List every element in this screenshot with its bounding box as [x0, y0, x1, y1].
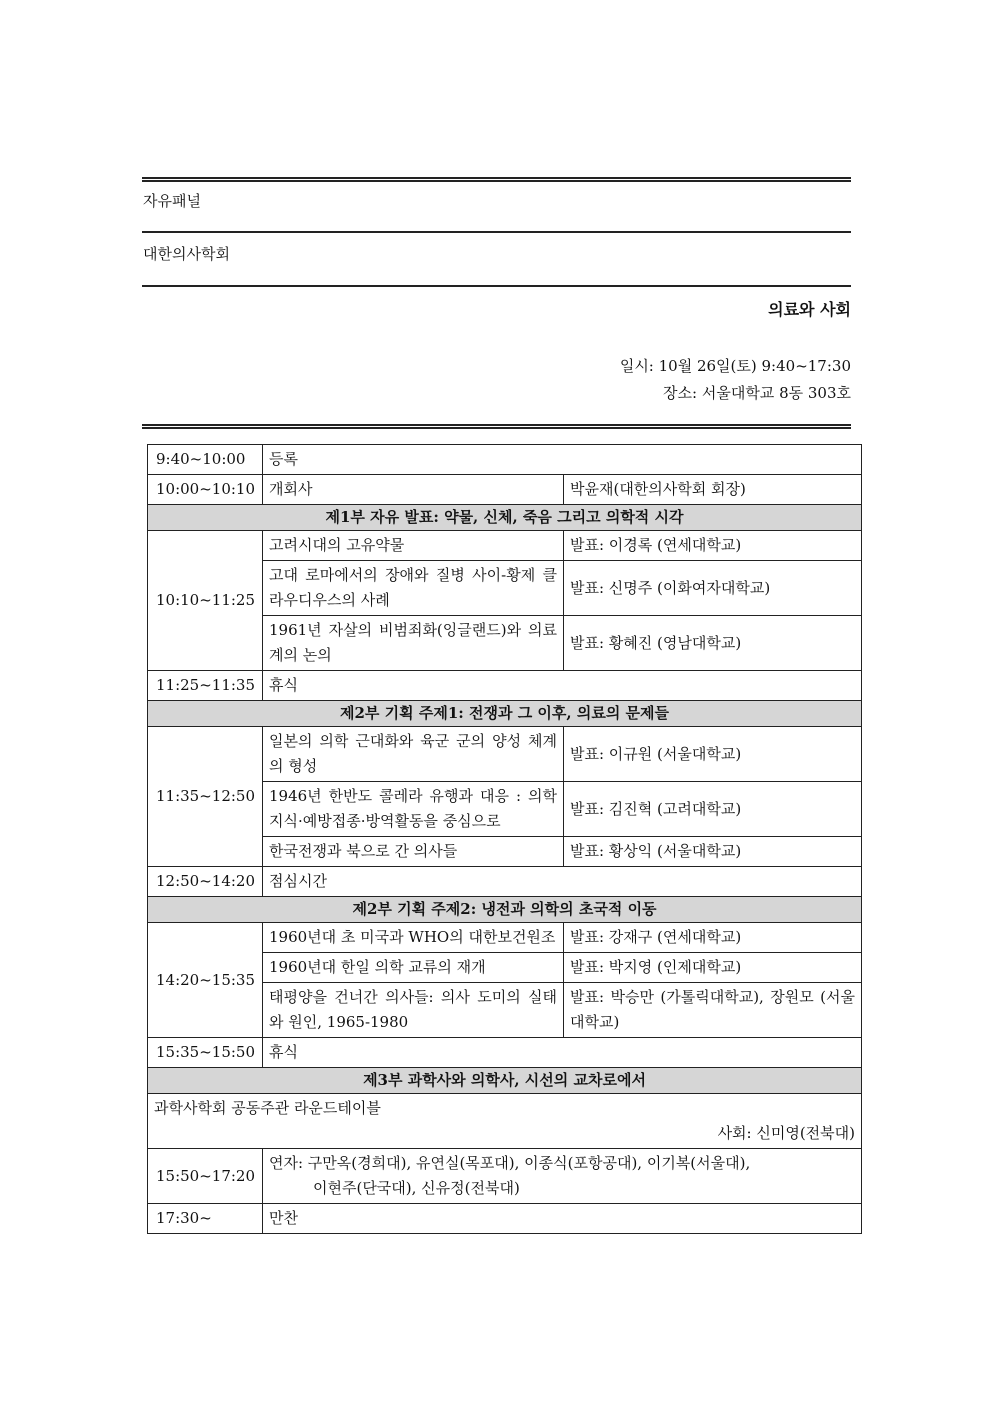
talk-title: 1961년 자살의 비범죄화(잉글랜드)와 의료계의 논의	[263, 616, 564, 671]
presenter-cell: 발표: 박지영 (인제대학교)	[564, 953, 862, 983]
talk-title: 1960년대 한일 의학 교류의 재개	[263, 953, 564, 983]
program-table	[147, 444, 862, 1234]
section-title: 제3부 과학사와 의학사, 시선의 교차로에서	[148, 1068, 862, 1094]
table-row	[148, 727, 862, 782]
section-header-row	[148, 1068, 862, 1094]
time-cell: 10:00~10:10	[148, 475, 263, 505]
event-cell: 개회사	[263, 475, 564, 505]
talk-title: 고대 로마에서의 장애와 질병 사이-황제 클라우디우스의 사례	[263, 561, 564, 616]
panelists-cell	[263, 1149, 862, 1204]
presenter-cell: 발표: 신명주 (이화여자대학교)	[564, 561, 862, 616]
table-row	[148, 1038, 862, 1068]
event-cell: 휴식	[263, 1038, 862, 1068]
session-date: 일시: 10월 26일(토) 9:40~17:30	[619, 357, 851, 375]
presenter-cell: 발표: 황상익 (서울대학교)	[564, 837, 862, 867]
program-rule	[142, 424, 851, 429]
time-cell: 14:20~15:35	[148, 923, 263, 1038]
event-cell: 등록	[263, 445, 862, 475]
table-row	[148, 531, 862, 561]
table-row	[148, 445, 862, 475]
talk-title: 태평양을 건너간 의사들: 의사 도미의 실태와 원인, 1965-1980	[263, 983, 564, 1038]
table-row	[148, 1094, 862, 1149]
section-title: 제2부 기획 주제1: 전쟁과 그 이후, 의료의 문제들	[148, 701, 862, 727]
time-cell: 15:35~15:50	[148, 1038, 263, 1068]
event-cell: 휴식	[263, 671, 862, 701]
presenter-cell: 발표: 이경록 (연세대학교)	[564, 531, 862, 561]
table-row	[148, 923, 862, 953]
time-cell: 10:10~11:25	[148, 531, 263, 671]
header-rule-bottom	[142, 285, 851, 287]
section-title: 제1부 자유 발표: 약물, 신체, 죽음 그리고 의학적 시각	[148, 505, 862, 531]
event-cell: 점심시간	[263, 867, 862, 897]
panelists-line-1: 연자: 구만옥(경희대), 유연실(목포대), 이종식(포항공대), 이기복(서울대),	[269, 1154, 751, 1172]
time-cell: 11:35~12:50	[148, 727, 263, 867]
talk-title: 한국전쟁과 북으로 간 의사들	[263, 837, 564, 867]
panelists-line-2: 이현주(단국대), 신유정(전북대)	[313, 1179, 520, 1197]
table-row	[148, 671, 862, 701]
talk-title: 1960년대 초 미국과 WHO의 대한보건원조	[263, 923, 564, 953]
presenter-cell: 발표: 박승만 (가톨릭대학교), 장원모 (서울대학교)	[564, 983, 862, 1038]
time-cell: 15:50~17:20	[148, 1149, 263, 1204]
society-name: 대한의사학회	[143, 245, 230, 263]
presenter-cell: 발표: 이규원 (서울대학교)	[564, 727, 862, 782]
roundtable-moderator: 사회: 신미영(전북대)	[717, 1124, 856, 1142]
presenter-cell: 발표: 황혜진 (영남대학교)	[564, 616, 862, 671]
session-title: 의료와 사회	[768, 300, 851, 319]
section-header-row	[148, 701, 862, 727]
time-cell: 11:25~11:35	[148, 671, 263, 701]
section-header-row	[148, 897, 862, 923]
talk-title: 1946년 한반도 콜레라 유행과 대응 : 의학지식·예방접종·방역활동을 중심으로	[263, 782, 564, 837]
presenter-cell: 발표: 김진혁 (고려대학교)	[564, 782, 862, 837]
section-title: 제2부 기획 주제2: 냉전과 의학의 초국적 이동	[148, 897, 862, 923]
table-row	[148, 1149, 862, 1204]
speaker-cell: 박윤재(대한의사학회 회장)	[564, 475, 862, 505]
roundtable-cell	[148, 1094, 862, 1149]
time-cell: 17:30~	[148, 1204, 263, 1234]
talk-title: 일본의 의학 근대화와 육군 군의 양성 체계의 형성	[263, 727, 564, 782]
table-row	[148, 1204, 862, 1234]
time-cell: 12:50~14:20	[148, 867, 263, 897]
header-rule-top	[142, 177, 851, 182]
presenter-cell: 발표: 강재구 (연세대학교)	[564, 923, 862, 953]
event-cell: 만찬	[263, 1204, 862, 1234]
section-header-row	[148, 505, 862, 531]
header-rule-middle	[142, 231, 851, 233]
session-venue: 장소: 서울대학교 8동 303호	[663, 384, 851, 402]
table-row	[148, 475, 862, 505]
time-cell: 9:40~10:00	[148, 445, 263, 475]
roundtable-title: 과학사학회 공동주관 라운드테이블	[154, 1099, 381, 1117]
table-row	[148, 867, 862, 897]
panel-category: 자유패널	[143, 192, 201, 210]
talk-title: 고려시대의 고유약물	[263, 531, 564, 561]
